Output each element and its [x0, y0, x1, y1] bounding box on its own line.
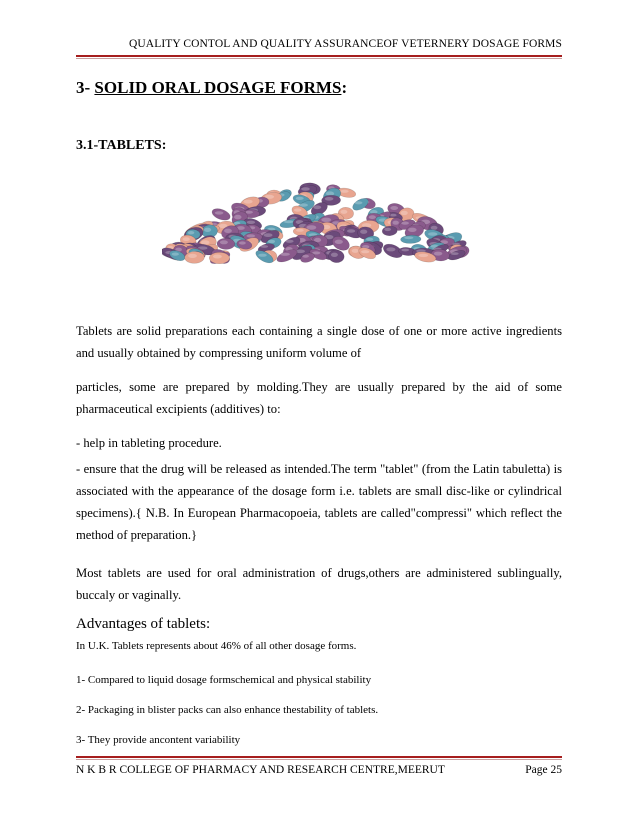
tablet-highlight	[408, 228, 417, 232]
advantage-item: In U.K. Tablets represents about 46% of all other dosage forms.	[76, 640, 357, 652]
tablet-shape	[382, 226, 398, 237]
header-rule	[76, 55, 562, 57]
tablet-highlight	[386, 247, 395, 251]
tablet-highlight	[401, 211, 408, 215]
section-title: SOLID ORAL DOSAGE FORMS	[94, 78, 342, 97]
tablet-highlight	[393, 221, 399, 225]
subsection-heading: 3.1-TABLETS:	[76, 138, 167, 153]
tablet-highlight	[331, 253, 338, 257]
section-number: 3-	[76, 78, 95, 97]
paragraph-help-tableting: - help in tableting procedure.	[76, 436, 222, 450]
tablet-highlight	[213, 255, 222, 259]
header-rule-thin	[76, 58, 562, 59]
tablet-highlight	[434, 252, 442, 256]
tablet-highlight	[172, 253, 179, 256]
tablet-highlight	[361, 250, 369, 253]
tablet-highlight	[340, 190, 348, 193]
tablet-highlight	[369, 215, 376, 219]
tablet-highlight	[418, 254, 428, 257]
tablet-highlight	[243, 200, 252, 204]
tablet-highlight	[366, 238, 373, 241]
tablet-highlight	[264, 233, 273, 237]
advantage-item: 1- Compared to liquid dosage formschemical and physical stability	[76, 674, 372, 686]
tablet-highlight	[234, 215, 241, 220]
footer-rule	[76, 756, 562, 758]
tablet-highlight	[360, 230, 367, 234]
tablet-highlight	[258, 254, 267, 257]
tablet-highlight	[285, 240, 293, 243]
tablet-highlight	[204, 228, 211, 232]
tablets-image	[162, 178, 477, 283]
advantages-heading: Advantages of tablets:	[76, 616, 211, 632]
tablet-highlight	[325, 197, 334, 201]
tablet-highlight	[335, 240, 343, 244]
section-heading	[76, 78, 347, 98]
tablet-highlight	[302, 255, 309, 258]
tablet-highlight	[384, 228, 391, 231]
tablet-highlight	[188, 231, 194, 234]
tablet-highlight	[401, 222, 409, 225]
footer-page-number: Page 25	[525, 764, 562, 776]
tablet-highlight	[280, 253, 290, 256]
tablet-highlight	[313, 205, 321, 209]
tablet-highlight	[347, 229, 355, 233]
tablet-highlight	[390, 206, 398, 210]
advantage-item: 2- Packaging in blister packs can also enhance thestability of tablets.	[76, 704, 379, 716]
tablet-highlight	[224, 229, 232, 233]
tablet-highlight	[352, 249, 359, 253]
tablet-highlight	[401, 249, 409, 252]
tablet-highlight	[183, 237, 190, 241]
advantage-item: 3- They provide ancontent variability	[76, 734, 241, 746]
tablet-highlight	[301, 187, 310, 190]
tablet-highlight	[188, 254, 197, 258]
tablet-highlight	[451, 252, 459, 255]
page-header-title: QUALITY CONTOL AND QUALITY ASSURANCEOF VETERNERY DOSAGE FORMS	[128, 38, 562, 50]
tablet-highlight	[340, 210, 347, 214]
tablets-illustration	[162, 178, 477, 278]
footer-rule-thin	[76, 759, 562, 760]
tablet-highlight	[239, 241, 246, 244]
tablet-highlight	[404, 236, 413, 239]
tablet-highlight	[296, 197, 304, 200]
paragraph-release: - ensure that the drug will be released as intended.The term "tablet" (from the Latin tabuletta) is associated with the appearance of the dosage form i.e. tablets are small disc-like or cylindrical specimens).{ N.B. In European Pharmacopoeia, tablets are called"compressi" which reflect the method of preparation.}	[76, 462, 562, 542]
tablet-highlight	[261, 245, 269, 248]
tablet-highlight	[268, 240, 275, 243]
tablet-shape	[400, 235, 421, 244]
tablet-highlight	[321, 218, 331, 222]
tablet-highlight	[245, 211, 253, 214]
tablet-highlight	[215, 211, 224, 214]
tablet-highlight	[428, 232, 437, 236]
tablet-highlight	[247, 234, 256, 237]
paragraph-definition: Tablets are solid preparations each containing a single dose of one or more active ingredients and usually obtained by compressing uniform volume of	[76, 324, 562, 360]
section-colon: :	[341, 78, 348, 97]
paragraph-excipients: particles, some are prepared by molding.They are usually prepared by the aid of some pharmaceutical excipients (additives) to:	[76, 380, 562, 416]
tablet-highlight	[355, 201, 363, 204]
tablet-highlight	[247, 221, 255, 224]
tablet-highlight	[220, 240, 228, 244]
tablet-highlight	[296, 229, 304, 232]
paragraph-administration: Most tablets are used for oral administration of drugs,others are administered sublingually, buccaly or vaginally.	[76, 566, 562, 602]
tablet-highlight	[284, 220, 294, 223]
tablet-highlight	[294, 208, 301, 211]
footer-institution: N K B R COLLEGE OF PHARMACY AND RESEARCH CENTRE,MEERUT	[76, 764, 445, 776]
tablet-highlight	[201, 240, 210, 244]
